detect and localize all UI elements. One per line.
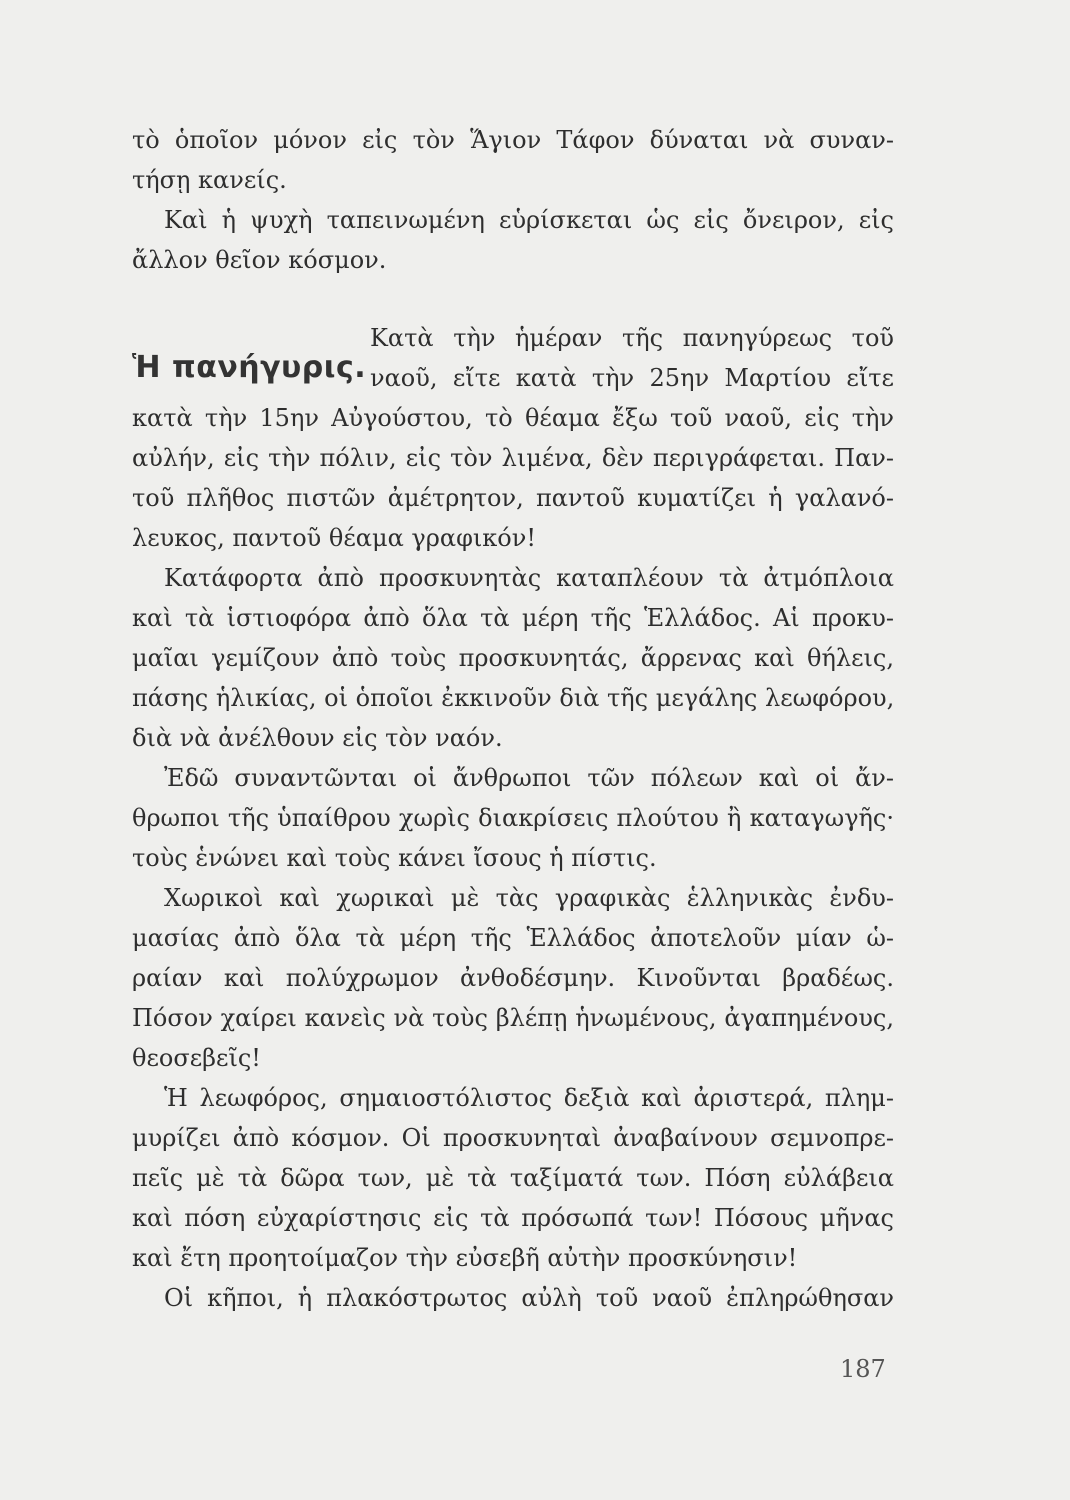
text-line: διὰ νὰ ἀνέλθουν εἰς τὸν ναόν. bbox=[132, 724, 503, 752]
text-line: πάσης ἡλικίας, οἱ ὁποῖοι ἐκκινοῦν διὰ τῆς μεγάλης λεωφόρου, bbox=[132, 684, 895, 712]
text-line: τὸ ὁποῖον μόνον εἰς τὸν Ἅγιον Τάφον δύναται νὰ συναν- bbox=[132, 126, 894, 154]
text-line: ἄλλον θεῖον κόσμον. bbox=[132, 246, 387, 274]
section-sidehead: Ἡ πανήγυρις. bbox=[132, 350, 367, 385]
text-line: μαῖαι γεμίζουν ἀπὸ τοὺς προσκυνητάς, ἄρρενας καὶ θήλεις, bbox=[132, 644, 894, 672]
text-line: λευκος, παντοῦ θέαμα γραφικόν! bbox=[132, 524, 536, 552]
text-line: τήσῃ κανείς. bbox=[132, 166, 287, 194]
text-line: αὐλήν, εἰς τὴν πόλιν, εἰς τὸν λιμένα, δὲν περιγράφεται. Παν- bbox=[132, 444, 894, 472]
text-line: καὶ τὰ ἱστιοφόρα ἀπὸ ὅλα τὰ μέρη τῆς Ἑλλάδος. Αἱ προκυ- bbox=[132, 604, 894, 632]
text-line: μασίας ἀπὸ ὅλα τὰ μέρη τῆς Ἑλλάδος ἀποτελοῦν μίαν ὡ- bbox=[132, 924, 894, 952]
text-line: πεῖς μὲ τὰ δῶρα των, μὲ τὰ ταξίματά των. Πόση εὐλάβεια bbox=[132, 1164, 894, 1192]
text-line: Κατάφορτα ἀπὸ προσκυνητὰς καταπλέουν τὰ ἀτμόπλοια bbox=[164, 564, 894, 592]
text-line: τοῦ πλῆθος πιστῶν ἀμέτρητον, παντοῦ κυματίζει ἡ γαλανό- bbox=[132, 484, 894, 512]
text-line: τοὺς ἑνώνει καὶ τοὺς κάνει ἴσους ἡ πίστις. bbox=[132, 844, 657, 872]
text-line: Ἡ λεωφόρος, σημαιοστόλιστος δεξιὰ καὶ ἀριστερά, πλημ- bbox=[164, 1084, 894, 1112]
text-line: Ἐδῶ συναντῶνται οἱ ἄνθρωποι τῶν πόλεων καὶ οἱ ἄν- bbox=[164, 764, 894, 792]
page-number: 187 bbox=[840, 1355, 886, 1383]
text-line: καὶ ἔτη προητοίμαζον τὴν εὐσεβῆ αὐτὴν προσκύνησιν! bbox=[132, 1244, 798, 1272]
text-line: Πόσον χαίρει κανεὶς νὰ τοὺς βλέπῃ ἡνωμένους, ἀγαπημένους, bbox=[132, 1004, 894, 1032]
text-line: καὶ πόση εὐχαρίστησις εἰς τὰ πρόσωπά των! Πόσους μῆνας bbox=[132, 1204, 894, 1232]
text-line: κατὰ τὴν 15ην Αὐγούστου, τὸ θέαμα ἔξω τοῦ ναοῦ, εἰς τὴν bbox=[132, 404, 894, 432]
text-line: Καὶ ἡ ψυχὴ ταπεινωμένη εὑρίσκεται ὡς εἰς ὄνειρον, εἰς bbox=[164, 206, 894, 234]
text-line: ναοῦ, εἴτε κατὰ τὴν 25ην Μαρτίου εἴτε bbox=[370, 364, 894, 392]
text-line: ραίαν καὶ πολύχρωμον ἀνθοδέσμην. Κινοῦνται βραδέως. bbox=[132, 964, 894, 992]
text-line: Κατὰ τὴν ἡμέραν τῆς πανηγύρεως τοῦ bbox=[370, 324, 894, 352]
text-line: θεοσεβεῖς! bbox=[132, 1044, 261, 1072]
text-line: θρωποι τῆς ὑπαίθρου χωρὶς διακρίσεις πλούτου ἢ καταγωγῆς· bbox=[132, 804, 894, 832]
text-line: Οἱ κῆποι, ἡ πλακόστρωτος αὐλὴ τοῦ ναοῦ ἐπληρώθησαν bbox=[164, 1284, 894, 1312]
text-line: μυρίζει ἀπὸ κόσμον. Οἱ προσκυνηταὶ ἀναβαίνουν σεμνοπρε- bbox=[132, 1124, 894, 1152]
text-line: Χωρικοὶ καὶ χωρικαὶ μὲ τὰς γραφικὰς ἑλληνικὰς ἐνδυ- bbox=[164, 884, 894, 912]
